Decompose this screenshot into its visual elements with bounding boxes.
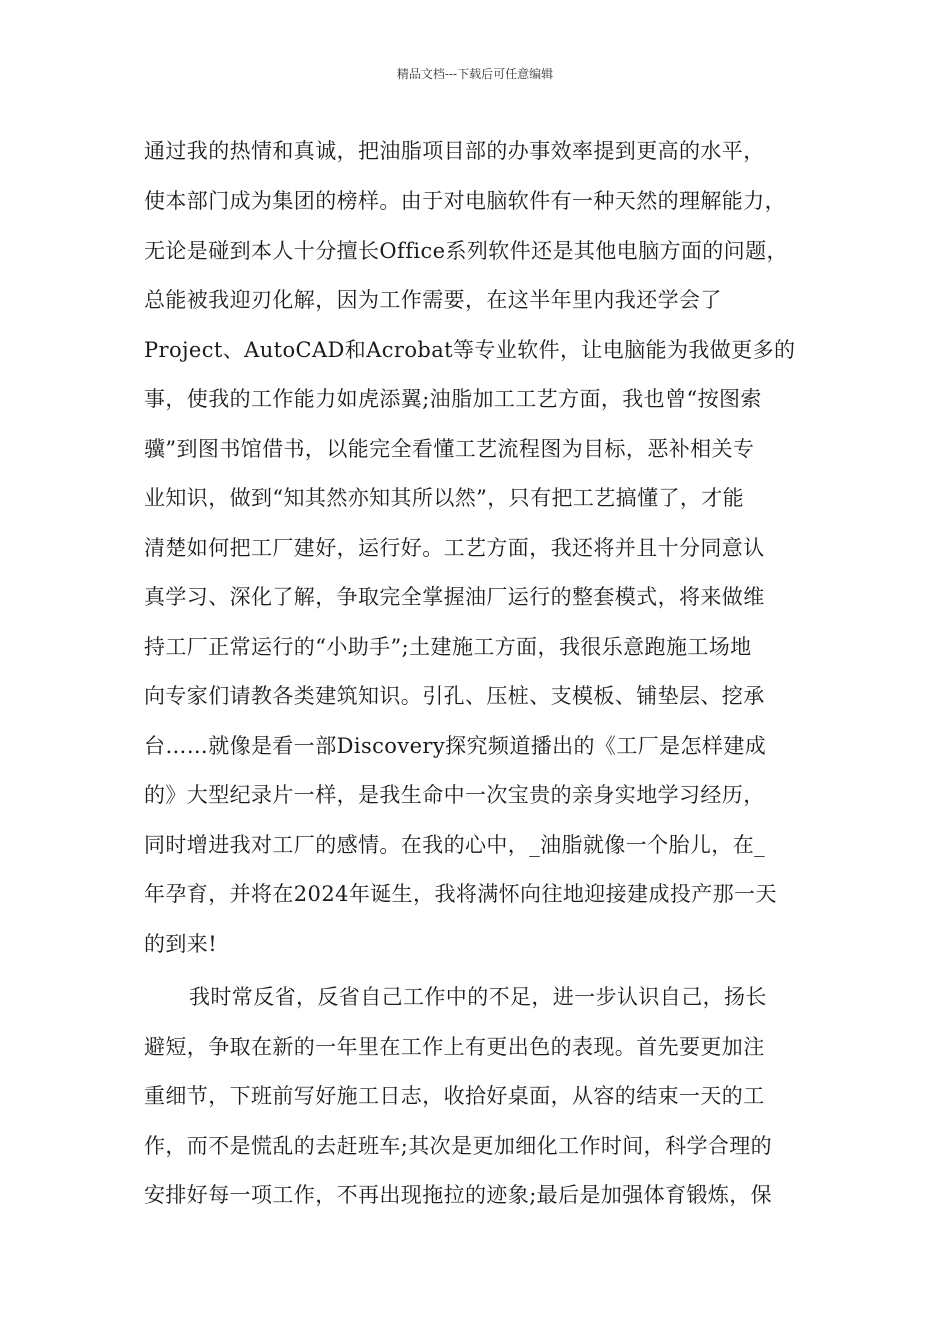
text-line: 向专家们请教各类建筑知识。引孔、压桩、支模板、铺垫层、挖承	[144, 684, 765, 708]
text-line: 重细节，下班前写好施工日志，收拾好桌面，从容的结束一天的工	[144, 1084, 765, 1108]
text-line: 业知识，做到“知其然亦知其所以然”，只有把工艺搞懂了，才能	[144, 486, 745, 510]
text-line: 安排好每一项工作，不再出现拖拉的迹象;最后是加强体育锻炼，保	[144, 1183, 773, 1207]
text-line: 的到来!	[144, 932, 218, 956]
text-line: 台……就像是看一部Discovery探究频道播出的《工厂是怎样建成	[144, 734, 767, 758]
text-line: 避短，争取在新的一年里在工作上有更出色的表现。首先要更加注	[144, 1035, 765, 1059]
text-line: 骥”到图书馆借书，以能完全看懂工艺流程图为目标，恶补相关专	[144, 437, 755, 461]
page-header: 精品文档---下载后可任意编辑	[396, 67, 554, 81]
text-line: 事，使我的工作能力如虎添翼;油脂加工工艺方面，我也曾“按图索	[144, 387, 762, 411]
text-line: 的》大型纪录片一样，是我生命中一次宝贵的亲身实地学习经历，	[144, 783, 765, 807]
text-line: 通过我的热情和真诚，把油脂项目部的办事效率提到更高的水平，	[144, 139, 765, 163]
text-line: Project、AutoCAD和Acrobat等专业软件，让电脑能为我做更多的	[144, 338, 796, 362]
text-line: 使本部门成为集团的榜样。由于对电脑软件有一种天然的理解能力，	[144, 189, 786, 213]
text-line: 清楚如何把工厂建好，运行好。工艺方面，我还将并且十分同意认	[144, 536, 765, 560]
text-line: 年孕育，并将在2024年诞生，我将满怀向往地迎接建成投产那一天	[144, 882, 777, 906]
text-line: 真学习、深化了解，争取完全掌握油厂运行的整套模式，将来做维	[144, 585, 765, 609]
text-line: 同时增进我对工厂的感情。在我的心中，_油脂就像一个胎儿，在_	[144, 833, 765, 857]
paragraph-first-line: 我时常反省，反省自己工作中的不足，进一步认识自己，扬长	[189, 985, 767, 1009]
text-line: 持工厂正常运行的“小助手”;土建施工方面，我很乐意跑施工场地	[144, 635, 752, 659]
text-line: 无论是碰到本人十分擅长Office系列软件还是其他电脑方面的问题，	[144, 239, 788, 263]
text-line: 作，而不是慌乱的去赶班车;其次是更加细化工作时间，科学合理的	[144, 1134, 773, 1158]
text-line: 总能被我迎刃化解，因为工作需要，在这半年里内我还学会了	[144, 288, 722, 312]
